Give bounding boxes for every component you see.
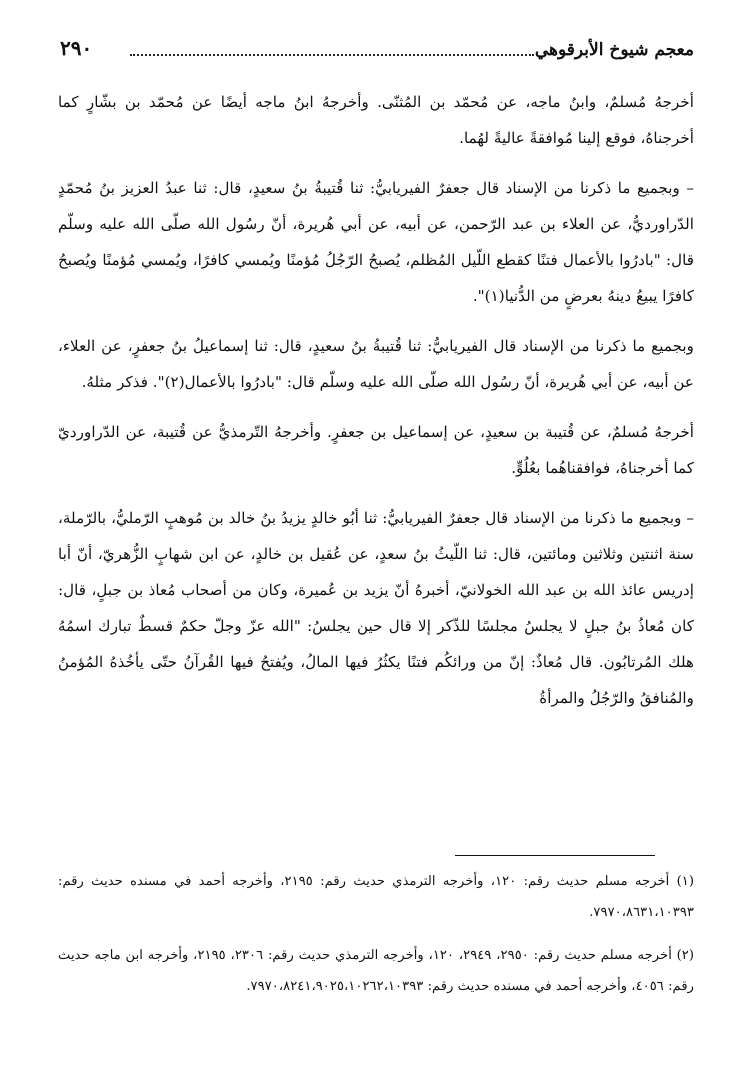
footnotes [58, 866, 694, 1014]
page-number: ٢٩٠ [60, 36, 93, 60]
paragraph-5: – وبجميع ما ذكرنا من الإسناد قال جعفرٌ الفيريابيُّ: ثنا أبُو خالدٍ يزيدُ بنُ خالد بن مُوهبٍ الرّمليُّ، بالرّملة، سنة اثنتين وثلاثين ومائتين، قال: ثنا اللّيثُ بنُ سعدٍ، عن عُقيل بن خالدٍ، عن ابن شهابٍ الزُّهريّ، أنّ أبا إدريس عائذ الله بن عبد الله الخولانيّ، أخبرهُ أنّ يزيد بن عُميرة، وكان من أصحاب مُعاذ بن جبلٍ، قال: كان مُعاذُ بنُ جبلٍ لا يجلسُ مجلسًا للذّكر إلا قال حين يجلسُ: "الله عزّ وجلّ حكمٌ قسطٌ تبارك اسمُهُ هلك المُرتابُون. قال مُعاذٌ: إنّ من ورائكُم فتنًا يكثُرُ فيها المالُ، ويُفتحُ فيها القُرآنُ حتّى يأخُذهُ المُؤمنُ والمُنافقُ والرّجُلُ والمرأةُ [58, 509, 694, 707]
paragraph-2: – وبجميع ما ذكرنا من الإسناد قال جعفرٌ الفيريابيُّ: ثنا قُتيبةُ بنُ سعيدٍ، قال: ثنا عبدُ العزيز بنُ مُحمّدٍ الدّراورديُّ، عن العلاء بن عبد الرّحمن، عن أبيه، عن أبي هُريرة، أنّ رسُول الله صلّى الله عليه وسلّم قال: "بادرُوا بالأعمال فتنًا كقطع اللّيل المُظلم، يُصبحُ الرّجُلُ مُؤمنًا ويُمسي كافرًا، ويُمسي مُؤمنًا ويُصبحُ كافرًا يبيعُ دينهُ بعرضٍ من الدُّنيا(١)". [58, 179, 694, 305]
footnote-1: (١) أخرجه مسلم حديث رقم: ١٢٠، وأخرجه الترمذي حديث رقم: ٢١٩٥، وأخرجه أحمد في مسنده حديث رقم: ٧٩٧٠،٨٦٣١،١٠٣٩٣. [58, 874, 694, 920]
header-dotted-leader [130, 54, 534, 56]
book-title: معجم شيوخ الأبرقوهي [534, 40, 694, 60]
footnote-2: (٢) أخرجه مسلم حديث رقم: ٢٩٥٠، ٢٩٤٩، ١٢٠، وأخرجه الترمذي حديث رقم: ٢٣٠٦، ٢١٩٥، وأخرجه ابن ماجه حديث رقم: ٤٠٥٦، وأخرجه أحمد في مسنده حديث رقم: ٧٩٧٠،٨٢٤١،٩٠٢٥،١٠٢٦٢،١٠٣٩٣. [58, 948, 695, 994]
main-text [58, 84, 694, 716]
paragraph-1: أخرجهُ مُسلمٌ، وابنُ ماجه، عن مُحمّد بن المُثنّى. وأخرجهُ ابنُ ماجه أيضًا عن مُحمّد بن بشّارٍ كما أخرجناهُ، فوقع إلينا مُوافقةً عاليةً لهُما. [58, 93, 694, 147]
running-header [60, 32, 694, 64]
paragraph-4: أخرجهُ مُسلمٌ، عن قُتيبة بن سعيدٍ، عن إسماعيل بن جعفرٍ. وأخرجهُ التّرمذيُّ عن قُتيبة، عن الدّراورديّ كما أخرجناهُ، فوافقناهُما بعُلُوٍّ. [58, 423, 694, 477]
footnote-separator [455, 855, 655, 856]
paragraph-3: وبجميع ما ذكرنا من الإسناد قال الفيريابيُّ: ثنا قُتيبةُ بنُ سعيدٍ، قال: ثنا إسماعيلُ بنُ جعفرٍ، عن العلاء، عن أبيه، عن أبي هُريرة، أنّ رسُول الله صلّى الله عليه وسلّم قال: "بادرُوا بالأعمال(٢)". فذكر مثلهُ. [58, 337, 694, 391]
